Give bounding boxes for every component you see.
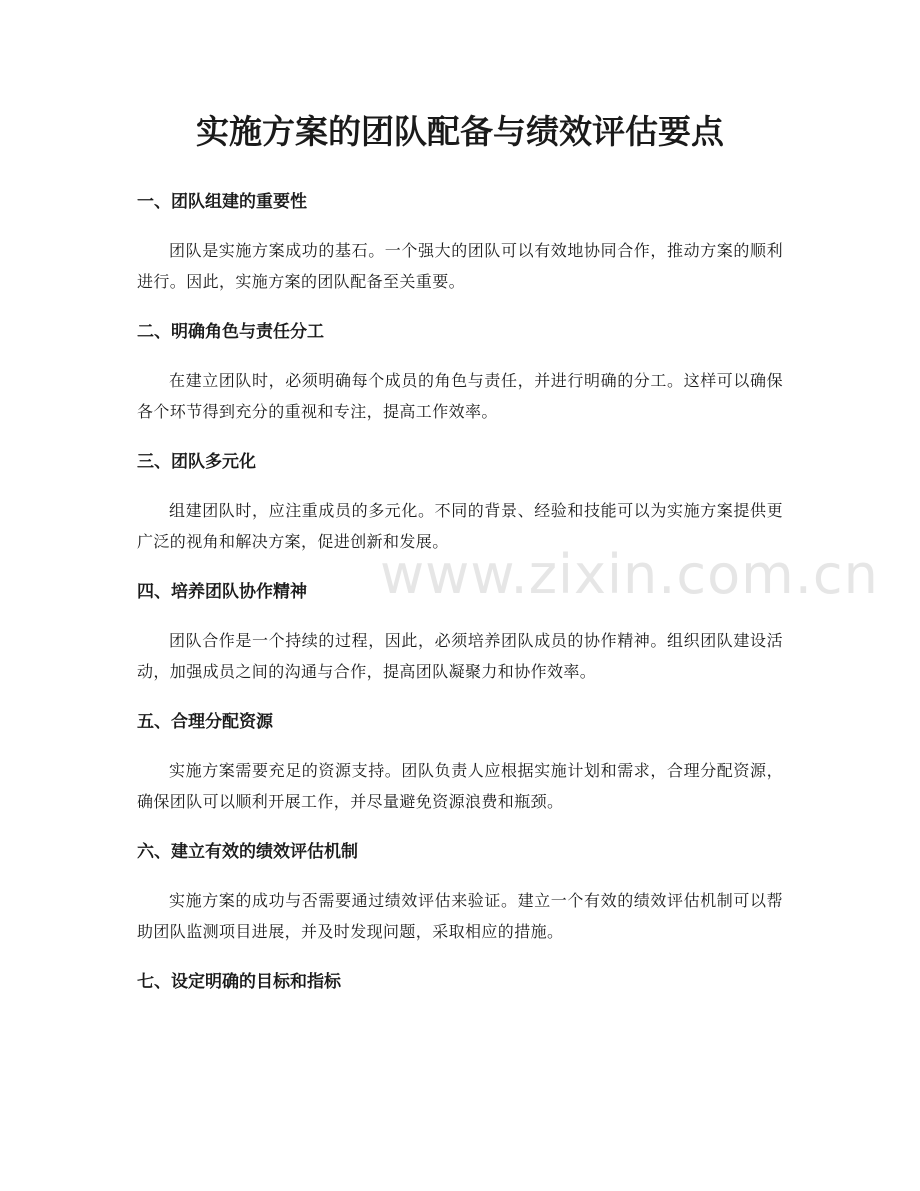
section-paragraph: 在建立团队时，必须明确每个成员的角色与责任，并进行明确的分工。这样可以确保各个环节得到充分的重视和专注，提高工作效率。 [137,371,783,421]
section-4 [137,579,783,687]
section-heading: 四、培养团队协作精神 [137,582,307,602]
section-7 [137,969,783,995]
section-3 [137,449,783,557]
document-title: 实施方案的团队配备与绩效评估要点 [196,112,724,151]
section-heading: 七、设定明确的目标和指标 [137,972,341,992]
section-paragraph: 组建团队时，应注重成员的多元化。不同的背景、经验和技能可以为实施方案提供更广泛的视角和解决方案，促进创新和发展。 [137,501,783,551]
section-2 [137,319,783,427]
section-heading: 五、合理分配资源 [137,712,273,732]
section-paragraph: 团队合作是一个持续的过程，因此，必须培养团队成员的协作精神。组织团队建设活动，加强成员之间的沟通与合作，提高团队凝聚力和协作效率。 [137,631,783,681]
section-paragraph: 实施方案需要充足的资源支持。团队负责人应根据实施计划和需求，合理分配资源，确保团队可以顺利开展工作，并尽量避免资源浪费和瓶颈。 [137,761,783,811]
watermark: www.zixin.com.cn [380,543,879,606]
document-content [137,189,783,995]
section-heading: 一、团队组建的重要性 [137,192,307,212]
section-heading: 三、团队多元化 [137,452,256,472]
section-paragraph: 实施方案的成功与否需要通过绩效评估来验证。建立一个有效的绩效评估机制可以帮助团队监测项目进展，并及时发现问题，采取相应的措施。 [137,891,783,941]
section-1 [137,189,783,297]
section-heading: 二、明确角色与责任分工 [137,322,324,342]
section-6 [137,839,783,947]
section-heading: 六、建立有效的绩效评估机制 [137,842,358,862]
section-5 [137,709,783,817]
section-paragraph: 团队是实施方案成功的基石。一个强大的团队可以有效地协同合作，推动方案的顺利进行。因此，实施方案的团队配备至关重要。 [137,241,783,291]
